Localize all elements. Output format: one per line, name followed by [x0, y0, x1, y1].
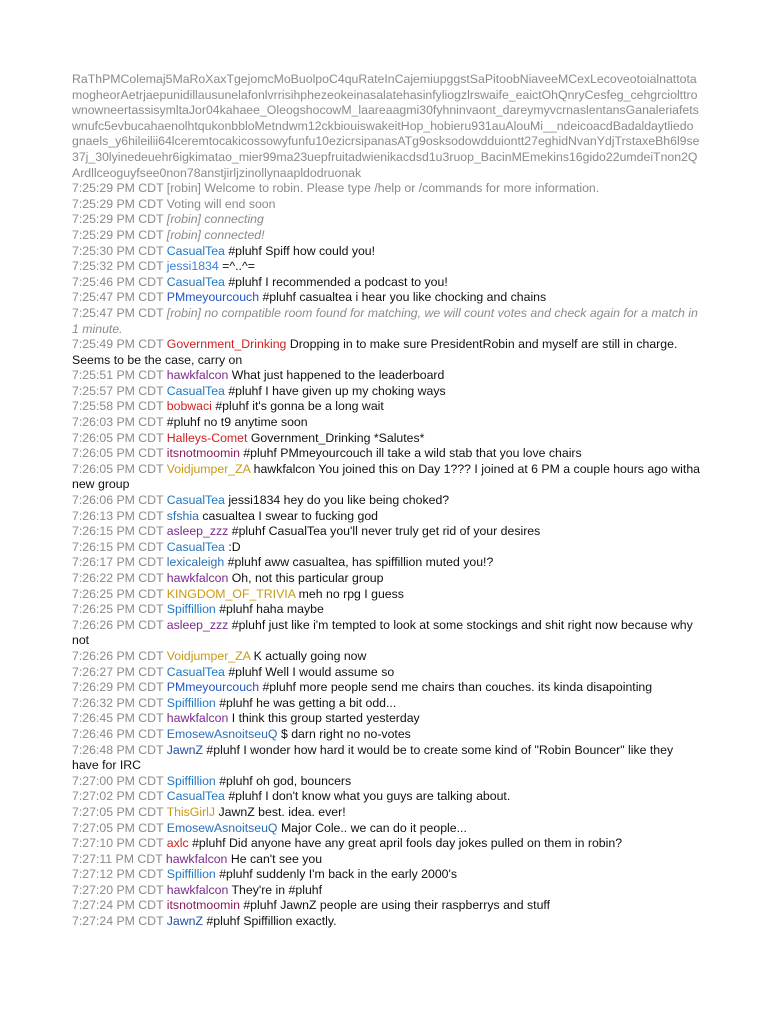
- message-text: #pluhf CasualTea you'll never truly get rid of your desires: [231, 524, 541, 539]
- timestamp: 7:25:29 PM CDT: [72, 181, 164, 196]
- chat-line: [72, 212, 700, 228]
- username: Spiffillion: [166, 867, 216, 882]
- chat-line: [72, 399, 700, 415]
- username: Voidjumper_ZA: [166, 461, 251, 476]
- message-text: [robin] connected!: [166, 227, 265, 242]
- message-text: #pluhf more people send me chairs than couches. its kinda disapointing: [262, 680, 653, 695]
- username: CasualTea: [166, 243, 225, 258]
- timestamp: 7:27:20 PM CDT: [72, 882, 164, 897]
- timestamp: 7:27:24 PM CDT: [72, 898, 164, 913]
- chat-line: [72, 883, 700, 899]
- message-text: #pluhf I have given up my choking ways: [228, 383, 446, 398]
- timestamp: 7:27:11 PM CDT: [72, 851, 163, 866]
- chat-line: [72, 306, 700, 337]
- chat-line: [72, 275, 700, 291]
- message-text: =^..^=: [222, 259, 255, 274]
- username: Spiffillion: [166, 773, 216, 788]
- timestamp: 7:27:05 PM CDT: [72, 804, 164, 819]
- chat-line: [72, 228, 700, 244]
- username: Spiffillion: [166, 695, 216, 710]
- chat-line: [72, 290, 700, 306]
- timestamp: 7:26:27 PM CDT: [72, 664, 164, 679]
- username: asleep_zzz: [166, 524, 229, 539]
- username: CasualTea: [166, 664, 225, 679]
- timestamp: 7:25:29 PM CDT: [72, 196, 164, 211]
- timestamp: 7:27:05 PM CDT: [72, 820, 164, 835]
- message-text: #pluhf I don't know what you guys are talking about.: [228, 789, 511, 804]
- header-noise-text: RaThPMColemaj5MaRoXaxTgejomcMoBuolpoC4quRateInCajemiupggstSaPitoobNiaveeMCexLecoveotoialnattotamogheorAetrjaepunidillausunelafonlvrrisihphezeokeinasalatehasinfyliogzlrswaife_eaictOhQnryCesfeg_cehgrciolttrownowneertassisymltaJor04kahaee_OleogshocowM_laareaagmi30fyhninvaont_dareymyvcrnaslentansGanaleriafetswnufc5evbucahaenolhtqukonbbloMetndwm12ckbiouiswakeitHop_hobieru931auAlouMi__ndeicoacdBadaldaytliedognaels_y6hileilii64lceremtocakicossowyfunfu10ezicrsipanasATg9osksodowdduiontt27eghidNvanYdjTrstaxeBh6l9se37j_30lyinedeuehr6igkimatao_mier99ma23uepfruitadwienikacdsd1u3ruop_BacinMEmekins16gido22umdeiTnon2QArdllceoguyfsee0non78anstjirljzinollynaapldodruonak: [72, 72, 700, 180]
- chat-line: [72, 680, 700, 696]
- chat-line: [72, 789, 700, 805]
- username: PMmeyourcouch: [166, 680, 260, 695]
- message-text: #pluhf Did anyone have any great april fools day jokes pulled on them in robin?: [192, 836, 623, 851]
- timestamp: 7:25:32 PM CDT: [72, 259, 164, 274]
- timestamp: 7:26:17 PM CDT: [72, 555, 164, 570]
- chat-line: [72, 711, 700, 727]
- message-text: [robin] Welcome to robin. Please type /help or /commands for more information.: [166, 181, 600, 196]
- message-text: Major Cole.. we can do it people...: [280, 820, 467, 835]
- message-text: $ darn right no no-votes: [280, 726, 411, 741]
- message-text: #pluhf just like i'm tempted to look at some stockings and shit right now because why not: [72, 617, 693, 648]
- chat-line: [72, 446, 700, 462]
- message-text: #pluhf it's gonna be a long wait: [215, 399, 384, 414]
- username: PMmeyourcouch: [166, 290, 260, 305]
- message-text: #pluhf oh god, bouncers: [219, 773, 352, 788]
- chat-log: [72, 181, 700, 930]
- timestamp: 7:25:29 PM CDT: [72, 212, 164, 227]
- username: sfshia: [166, 508, 199, 523]
- username: EmosewAsnoitseuQ: [166, 726, 278, 741]
- chat-line: [72, 805, 700, 821]
- chat-line: [72, 587, 700, 603]
- username: asleep_zzz: [166, 617, 229, 632]
- chat-line: [72, 181, 700, 197]
- message-text: #pluhf Well I would assume so: [228, 664, 395, 679]
- username: Government_Drinking: [166, 337, 287, 352]
- timestamp: 7:26:22 PM CDT: [72, 571, 164, 585]
- chat-line: [72, 914, 700, 930]
- timestamp: 7:26:06 PM CDT: [72, 493, 164, 508]
- timestamp: 7:26:15 PM CDT: [72, 539, 164, 554]
- chat-line: [72, 774, 700, 790]
- username: Spiffillion: [166, 602, 216, 617]
- timestamp: 7:26:26 PM CDT: [72, 648, 164, 663]
- username: CasualTea: [166, 274, 225, 289]
- timestamp: 7:26:45 PM CDT: [72, 711, 164, 726]
- chat-line: [72, 727, 700, 743]
- chat-line: [72, 743, 700, 774]
- message-text: hawkfalcon You joined this on Day 1??? I joined at 6 PM a couple hours ago witha new group: [72, 461, 701, 492]
- chat-line: [72, 259, 700, 275]
- timestamp: 7:25:57 PM CDT: [72, 383, 164, 398]
- message-text: #pluhf suddenly I'm back in the early 2000's: [219, 867, 457, 882]
- chat-line: [72, 540, 700, 556]
- chat-line: [72, 852, 700, 868]
- username: hawkfalcon: [165, 851, 228, 866]
- message-text: #pluhf JawnZ people are using their raspberrys and stuff: [243, 898, 551, 913]
- username: bobwaci: [166, 399, 212, 414]
- username: CasualTea: [166, 493, 225, 508]
- timestamp: 7:25:51 PM CDT: [72, 368, 164, 383]
- timestamp: 7:26:05 PM CDT: [72, 430, 164, 445]
- chat-line: [72, 462, 700, 493]
- username: Voidjumper_ZA: [166, 648, 251, 663]
- timestamp: 7:26:25 PM CDT: [72, 602, 164, 617]
- timestamp: 7:26:25 PM CDT: [72, 586, 164, 601]
- chat-line: [72, 602, 700, 618]
- timestamp: 7:26:29 PM CDT: [72, 680, 164, 695]
- chat-log-document: [72, 72, 700, 930]
- chat-line: [72, 197, 700, 213]
- timestamp: 7:25:49 PM CDT: [72, 337, 164, 352]
- timestamp: 7:27:10 PM CDT: [72, 836, 164, 851]
- username: KINGDOM_OF_TRIVIA: [166, 586, 296, 601]
- chat-line: [72, 649, 700, 665]
- username: hawkfalcon: [166, 368, 229, 383]
- timestamp: 7:27:12 PM CDT: [72, 867, 164, 882]
- message-text: Dropping in to make sure PresidentRobin and myself are still in charge. Seems to be the case, carry on: [72, 337, 678, 367]
- username: JawnZ: [166, 742, 203, 757]
- chat-line: [72, 431, 700, 447]
- message-text: #pluhf casualtea i hear you like chocking and chains: [262, 290, 547, 305]
- message-text: He can't see you: [230, 851, 323, 866]
- timestamp: 7:26:05 PM CDT: [72, 461, 164, 476]
- timestamp: 7:27:02 PM CDT: [72, 789, 164, 804]
- chat-line: [72, 571, 700, 587]
- chat-line: [72, 665, 700, 681]
- message-text: #pluhf aww casualtea, has spiffillion muted you!?: [227, 555, 494, 570]
- username: hawkfalcon: [166, 571, 229, 585]
- chat-line: [72, 867, 700, 883]
- timestamp: 7:27:00 PM CDT: [72, 773, 164, 788]
- timestamp: 7:26:46 PM CDT: [72, 726, 164, 741]
- username: Halleys-Comet: [166, 430, 248, 445]
- timestamp: 7:25:47 PM CDT: [72, 290, 164, 305]
- chat-line: [72, 244, 700, 260]
- message-text: #pluhf no t9 anytime soon: [166, 415, 308, 430]
- message-text: #pluhf I recommended a podcast to you!: [228, 274, 448, 289]
- chat-line: [72, 696, 700, 712]
- timestamp: 7:25:29 PM CDT: [72, 227, 164, 242]
- chat-line: [72, 493, 700, 509]
- message-text: #pluhf PMmeyourcouch ill take a wild stab that you love chairs: [243, 446, 582, 461]
- username: hawkfalcon: [166, 882, 229, 897]
- username: EmosewAsnoitseuQ: [166, 820, 278, 835]
- chat-line: [72, 384, 700, 400]
- chat-line: [72, 415, 700, 431]
- username: lexicaleigh: [166, 555, 225, 570]
- message-text: casualtea I swear to fucking god: [202, 508, 379, 523]
- message-text: #pluhf he was getting a bit odd...: [219, 695, 397, 710]
- message-text: :D: [228, 539, 241, 554]
- message-text: [robin] no compatible room found for matching, we will count votes and check again for a match in 1 minute.: [72, 305, 698, 336]
- message-text: #pluhf haha maybe: [219, 602, 324, 617]
- timestamp: 7:26:32 PM CDT: [72, 695, 164, 710]
- message-text: [robin] connecting: [166, 212, 264, 227]
- timestamp: 7:27:24 PM CDT: [72, 914, 164, 929]
- message-text: They're in #pluhf: [231, 882, 323, 897]
- chat-line: [72, 337, 700, 368]
- chat-line: [72, 618, 700, 649]
- message-text: meh no rpg I guess: [298, 586, 404, 601]
- message-text: Oh, not this particular group: [231, 571, 384, 585]
- timestamp: 7:26:15 PM CDT: [72, 524, 164, 539]
- message-text: Voting will end soon: [166, 196, 276, 211]
- message-text: #pluhf Spiff how could you!: [228, 243, 376, 258]
- username: CasualTea: [166, 383, 225, 398]
- timestamp: 7:25:47 PM CDT: [72, 305, 164, 320]
- message-text: JawnZ best. idea. ever!: [218, 804, 346, 819]
- timestamp: 7:26:26 PM CDT: [72, 617, 164, 632]
- username: axlc: [166, 836, 189, 851]
- chat-line: [72, 555, 700, 571]
- message-text: I think this group started yesterday: [231, 711, 420, 726]
- chat-line: [72, 898, 700, 914]
- timestamp: 7:26:48 PM CDT: [72, 742, 164, 757]
- chat-line: [72, 524, 700, 540]
- message-text: K actually going now: [253, 648, 367, 663]
- username: hawkfalcon: [166, 711, 229, 726]
- chat-line: [72, 821, 700, 837]
- username: itsnotmoomin: [166, 898, 240, 913]
- timestamp: 7:25:58 PM CDT: [72, 399, 164, 414]
- chat-line: [72, 368, 700, 384]
- username: jessi1834: [166, 259, 219, 274]
- chat-line: [72, 509, 700, 525]
- timestamp: 7:25:46 PM CDT: [72, 274, 164, 289]
- username: JawnZ: [166, 914, 203, 929]
- timestamp: 7:26:03 PM CDT: [72, 415, 164, 430]
- username: ThisGirlJ: [166, 804, 216, 819]
- username: CasualTea: [166, 539, 225, 554]
- chat-line: [72, 836, 700, 852]
- timestamp: 7:26:13 PM CDT: [72, 508, 164, 523]
- message-text: #pluhf Spiffillion exactly.: [206, 914, 337, 929]
- timestamp: 7:26:05 PM CDT: [72, 446, 164, 461]
- username: CasualTea: [166, 789, 225, 804]
- timestamp: 7:25:30 PM CDT: [72, 243, 164, 258]
- message-text: #pluhf I wonder how hard it would be to create some kind of "Robin Bouncer" like they have for IRC: [72, 742, 674, 773]
- username: itsnotmoomin: [166, 446, 240, 461]
- message-text: Government_Drinking *Salutes*: [250, 430, 425, 445]
- message-text: jessi1834 hey do you like being choked?: [228, 493, 450, 508]
- message-text: What just happened to the leaderboard: [231, 368, 445, 383]
